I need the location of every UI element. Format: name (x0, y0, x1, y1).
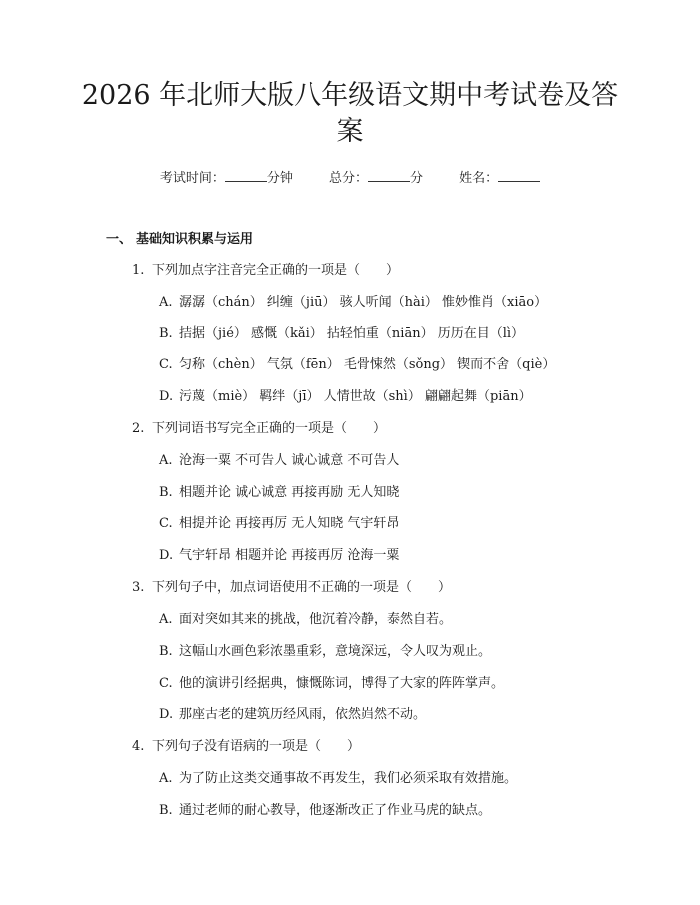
question-3-option-a: A. 面对突如其来的挑战，他沉着冷静，泰然自若。 (159, 612, 453, 627)
question-2-option-a: A. 沧海一粟 不可告人 诚心诚意 不可告人 (159, 453, 400, 468)
question-2-option-c: C. 相提并论 再接再厉 无人知晓 气宇轩昂 (159, 516, 400, 531)
title-line-1: 2026 年北师大版八年级语文期中考试卷及答 (81, 80, 619, 111)
question-4-option-a: A. 为了防止这类交通事故不再发生，我们必须采取有效措施。 (159, 771, 518, 786)
question-1: 1. 下列加点字注音完全正确的一项是（ ） (132, 263, 400, 278)
question-1-option-a: A. 潺潺（chán） 纠缠（jiū） 骇人听闻（hài） 惟妙惟肖（xiāo） (159, 295, 548, 310)
document-title (70, 78, 630, 150)
time-blank (225, 169, 267, 182)
question-4: 4. 下列句子没有语病的一项是（ ） (132, 739, 361, 754)
question-3-option-c: C. 他的演讲引经据典，慷慨陈词，博得了大家的阵阵掌声。 (159, 676, 505, 691)
exam-time-field: 考试时间： 分钟 (159, 171, 293, 186)
question-2-option-d: D. 气宇轩昂 相题并论 再接再厉 沧海一粟 (159, 548, 400, 563)
title-line-2: 案 (336, 116, 364, 147)
question-1-option-b: B. 拮据（jié） 感慨（kǎi） 拈轻怕重（niān） 历历在目（lì） (159, 326, 525, 341)
question-4-option-b: B. 通过老师的耐心教导，他逐渐改正了作业马虎的缺点。 (159, 803, 492, 818)
section-title: 基础知识积累与运用 (136, 232, 254, 247)
section-heading (106, 231, 253, 249)
question-2-option-b: B. 相题并论 诚心诚意 再接再励 无人知晓 (159, 485, 400, 500)
name-blank (498, 169, 540, 182)
name-field: 姓名： (459, 171, 540, 186)
question-3: 3. 下列句子中，加点词语使用不正确的一项是（ ） (132, 580, 452, 595)
exam-meta (0, 169, 700, 188)
question-1-option-d: D. 污蔑（miè） 羁绊（jī） 人情世故（shì） 翩翩起舞（piān） (159, 389, 532, 404)
section-number: 一、 (106, 232, 133, 247)
question-3-option-d: D. 那座古老的建筑历经风雨，依然岿然不动。 (159, 707, 427, 722)
score-blank (368, 169, 410, 182)
question-1-option-c: C. 匀称（chèn） 气氛（fēn） 毛骨悚然（sǒng） 锲而不舍（qiè） (159, 357, 556, 372)
question-2: 2. 下列词语书写完全正确的一项是（ ） (132, 421, 387, 436)
total-score-field: 总分： 分 (328, 171, 424, 186)
question-3-option-b: B. 这幅山水画色彩浓墨重彩，意境深远，令人叹为观止。 (159, 644, 492, 659)
